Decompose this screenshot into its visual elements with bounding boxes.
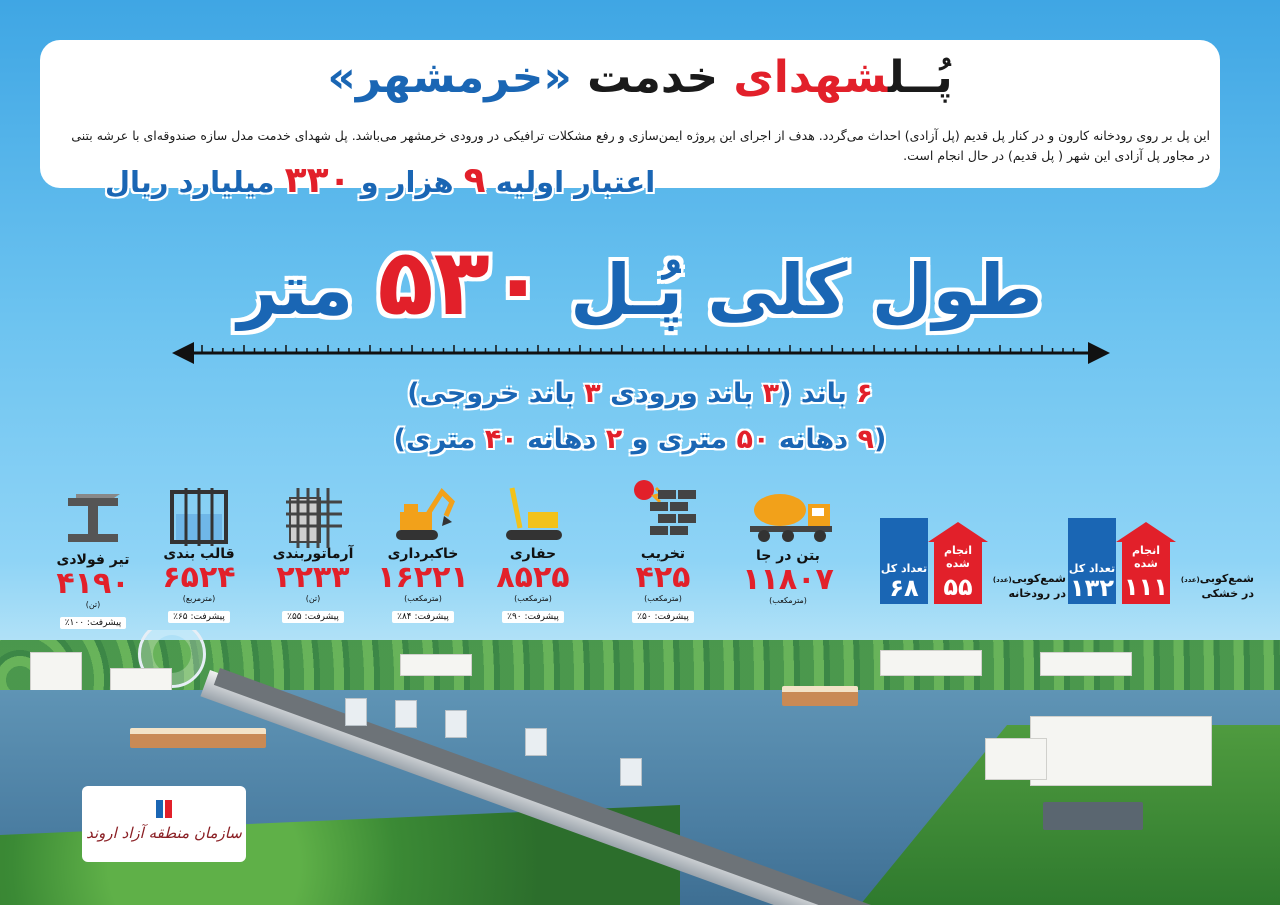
stat-unit: (مترمکعب) (514, 594, 552, 603)
boat (130, 728, 266, 748)
stat-progress: پیشرفت: ۸۴٪ (392, 611, 454, 623)
title-part: «خرمشهر» (327, 52, 572, 103)
building (985, 738, 1047, 780)
stat-label: تخریب (640, 546, 686, 562)
stat-progress: پیشرفت: ۵۵٪ (282, 611, 344, 623)
stat-value: ۲۲۳۳ (276, 560, 350, 595)
truck (1043, 802, 1143, 830)
stat-unit: (مترمکعب) (769, 596, 807, 605)
stat-label: آرماتوربندی (272, 546, 354, 562)
title-part: خدمت (587, 52, 719, 103)
arrow-right-icon (1088, 342, 1110, 364)
piling-done-title: انجام شده (943, 544, 973, 570)
piling-label: در خشکی (1201, 587, 1254, 600)
rebar-icon (278, 484, 348, 544)
budget-number: ۳۳۰ (284, 160, 351, 201)
description: این پل بر روی رودخانه کارون و در کنار پل قدیم (پل آزادی) احداث می‌گردد. هدف از اجرای این پروژه ایمن‌سازی و رفع مشکلات ترافیکی در ورودی خرمشهر می‌باشد. پل شهدای خدمت مدل سازه صندوقه‌ای با عرشه بتنی در مجاور پل آزادی این شهر ( پل قدیم) در حال انجام است. (71, 128, 1210, 163)
lanes-text: باند ورودی (610, 378, 754, 409)
piling-land-done (1122, 542, 1170, 604)
lanes-text: باند ( (779, 378, 847, 409)
stat-label: قالب بندی (163, 546, 235, 562)
arrow-left-icon (172, 342, 194, 364)
spans-text: دهانه (778, 424, 849, 455)
budget-text: هزار و (360, 165, 454, 199)
piling-total-title: تعداد کل (1068, 562, 1116, 575)
spans-number: ۲ (605, 424, 623, 455)
up-arrow-icon (1116, 522, 1176, 542)
length-number: ۵۳۰ (377, 229, 546, 336)
drilling-rig-icon (498, 484, 568, 544)
spans-line (0, 424, 1280, 455)
steel-beam-icon (58, 490, 128, 550)
spans-text: ( (873, 424, 887, 455)
stat-unit: (مترمکعب) (404, 594, 442, 603)
stat-label: خاکبرداری (387, 546, 459, 562)
piling-label: در رودخانه (1008, 587, 1066, 600)
stat-progress: پیشرفت: ۹۰٪ (502, 611, 564, 623)
stat-label: حفاری (509, 546, 557, 562)
piling-river-total (880, 518, 928, 604)
spans-text: متری) (393, 424, 476, 455)
piling-done-value: ۱۱۱ (1124, 573, 1168, 601)
lanes-number: ۶ (856, 378, 873, 409)
piling-sub: (عدد) (992, 576, 1012, 584)
length-ruler (172, 342, 1110, 364)
piling-label: شمع‌کوبی (1011, 572, 1066, 585)
logo-text: سازمان منطقه آزاد اروند (86, 824, 242, 842)
stat-value: ۴۱۹۰ (56, 566, 130, 601)
piling-done-title: انجام شده (1131, 544, 1161, 570)
budget-text: میلیارد ریال (104, 165, 275, 199)
stat-value: ۱۱۸۰۷ (742, 562, 834, 597)
lanes-text: باند خروجی) (407, 378, 575, 409)
lanes-number: ۳ (584, 378, 601, 409)
piling-land-label (1174, 572, 1254, 601)
stat-unit: (تن) (85, 600, 101, 609)
excavator-icon (388, 484, 458, 544)
spans-number: ۵۰ (736, 424, 770, 455)
budget-number: ۹ (463, 160, 486, 201)
bridge-pier (345, 698, 367, 726)
piling-river-label (986, 572, 1066, 601)
budget-text: اعتبار اولیه (495, 165, 656, 199)
building (1040, 652, 1132, 676)
stat-progress: پیشرفت: ۵۰٪ (632, 611, 694, 623)
up-arrow-icon (928, 522, 988, 542)
piling-sub: (عدد) (1180, 576, 1200, 584)
spans-number: ۹ (857, 424, 874, 455)
stat-steel-beam (38, 490, 148, 629)
bridge-scene (0, 630, 1280, 905)
length-text: طول کلی پُـل (570, 249, 1043, 331)
stat-unit: (تن) (305, 594, 321, 603)
stat-formwork (144, 484, 254, 623)
lanes-number: ۳ (762, 378, 780, 409)
spans-text: متری و (631, 424, 728, 455)
piling-total-title: تعداد کل (880, 562, 928, 575)
stat-excavation (368, 484, 478, 623)
piling-total-value: ۱۳۲ (1070, 574, 1114, 602)
length-unit: متر (237, 249, 354, 331)
spans-number: ۴۰ (484, 424, 518, 455)
formwork-icon (164, 484, 234, 544)
bridge-pier (525, 728, 547, 756)
stat-value: ۶۵۲۴ (162, 560, 236, 595)
building (880, 650, 982, 676)
demolition-icon (628, 476, 698, 544)
building (110, 668, 172, 692)
stat-value: ۴۲۵ (635, 560, 691, 595)
organization-logo (82, 786, 246, 862)
piling-done-value: ۵۵ (943, 573, 973, 601)
stat-progress: پیشرفت: ۶۵٪ (168, 611, 230, 623)
boat (782, 686, 858, 706)
piling-river-done (934, 542, 982, 604)
bridge-pier (620, 758, 642, 786)
bridge-length (0, 229, 1280, 336)
stat-label: تیر فولادی (56, 552, 130, 568)
logo-mark-icon (156, 800, 172, 818)
stat-value: ۸۵۲۵ (496, 560, 570, 595)
page-title (0, 52, 1280, 103)
piling-total-value: ۶۸ (889, 574, 919, 602)
building (400, 654, 472, 676)
stat-concrete (730, 486, 846, 606)
title-part: پُــل (888, 52, 953, 103)
budget-line (60, 160, 700, 201)
stat-demolition (608, 476, 718, 623)
bridge-pier (445, 710, 467, 738)
concrete-mixer-icon (738, 486, 838, 546)
ruler-graphic (172, 342, 1110, 364)
stat-drilling (478, 484, 588, 623)
title-part: شهدای (733, 52, 889, 103)
spans-text: دهانه (527, 424, 597, 455)
bridge-pier (395, 700, 417, 728)
lanes-line (0, 378, 1280, 409)
stat-unit: (مترمربع) (182, 594, 216, 603)
stat-progress: پیشرفت: ۱۰۰٪ (60, 617, 127, 629)
piling-label: شمع‌کوبی (1199, 572, 1254, 585)
stat-label: بتن در جا (756, 548, 820, 564)
stat-unit: (مترمکعب) (644, 594, 682, 603)
piling-land-total (1068, 518, 1116, 604)
stat-value: ۱۶۲۲۱ (377, 560, 469, 595)
building (1030, 716, 1212, 786)
stat-rebar (258, 484, 368, 623)
